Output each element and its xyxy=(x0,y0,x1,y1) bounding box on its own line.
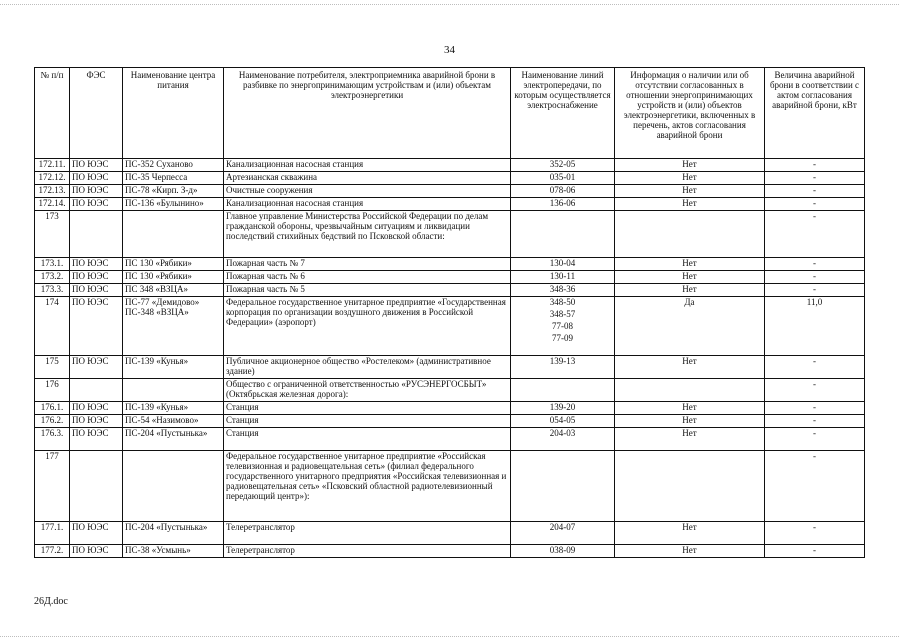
consumer-cell: Канализационная насосная станция xyxy=(224,159,511,172)
lines-cell xyxy=(511,522,615,545)
fes-cell: ПО ЮЭС xyxy=(70,297,123,356)
consumer-cell: Пожарная часть № 6 xyxy=(224,271,511,284)
power-center-cell: ПС-352 Суханово xyxy=(123,159,224,172)
consumer-table xyxy=(34,67,865,558)
fes-cell: ПО ЮЭС xyxy=(70,284,123,297)
reserve-value-cell: - xyxy=(765,451,865,522)
fes-cell: ПО ЮЭС xyxy=(70,271,123,284)
power-center-cell: ПС 130 «Рябики» xyxy=(123,271,224,284)
table-row xyxy=(35,284,865,297)
consumer-cell: Пожарная часть № 7 xyxy=(224,258,511,271)
agreement-info-cell: Нет xyxy=(615,172,765,185)
lines-cell xyxy=(511,172,615,185)
power-center-cell: ПС-35 Черпесса xyxy=(123,172,224,185)
consumer-cell: Канализационная насосная станция xyxy=(224,198,511,211)
row-number: 174 xyxy=(35,297,70,356)
lines-cell xyxy=(511,198,615,211)
fes-cell: ПО ЮЭС xyxy=(70,402,123,415)
fes-cell: ПО ЮЭС xyxy=(70,185,123,198)
lines-cell xyxy=(511,284,615,297)
table-row xyxy=(35,545,865,558)
row-number: 172.12. xyxy=(35,172,70,185)
reserve-value-cell: - xyxy=(765,379,865,402)
fes-cell: ПО ЮЭС xyxy=(70,356,123,379)
agreement-info-cell: Нет xyxy=(615,185,765,198)
lines-cell xyxy=(511,185,615,198)
row-number: 176.2. xyxy=(35,415,70,428)
column-header: Наименование центра питания xyxy=(123,68,224,159)
agreement-info-cell: Да xyxy=(615,297,765,356)
column-header: Наименование потребителя, электроприемника аварийной брони в разбивке по энергопринимающим устройствам и (или) объектам электроэнергетики xyxy=(224,68,511,159)
lines-cell xyxy=(511,159,615,172)
table-row xyxy=(35,258,865,271)
reserve-value-cell: - xyxy=(765,356,865,379)
column-header: № п/п xyxy=(35,68,70,159)
line-code: 348-36 xyxy=(549,284,576,294)
lines-cell xyxy=(511,415,615,428)
table-row xyxy=(35,402,865,415)
power-center-cell: ПС-38 «Усмынь» xyxy=(123,545,224,558)
line-code: 130-04 xyxy=(549,258,576,268)
lines-cell xyxy=(511,402,615,415)
fes-cell: ПО ЮЭС xyxy=(70,522,123,545)
reserve-value-cell: - xyxy=(765,159,865,172)
power-center-cell: ПС-204 «Пустынька» xyxy=(123,522,224,545)
agreement-info-cell: Нет xyxy=(615,284,765,297)
agreement-info-cell: Нет xyxy=(615,356,765,379)
row-number: 172.11. xyxy=(35,159,70,172)
table-row xyxy=(35,428,865,451)
line-code: 139-13 xyxy=(549,356,576,366)
power-center-cell: ПС-77 «Демидово» ПС-348 «ВЗЦА» xyxy=(123,297,224,356)
table-row xyxy=(35,198,865,211)
power-center-cell xyxy=(123,451,224,522)
line-code: 130-11 xyxy=(549,271,576,281)
row-number: 172.14. xyxy=(35,198,70,211)
column-header: Наименование линий электропередачи, по которым осуществляется электроснабжение xyxy=(511,68,615,159)
consumer-cell: Телеретранслятор xyxy=(224,545,511,558)
table-row xyxy=(35,356,865,379)
scan-border-top xyxy=(0,4,899,5)
line-code: 204-07 xyxy=(549,522,576,532)
consumer-cell: Главное управление Министерства Российской Федерации по делам гражданской обороны, чрезвычайным ситуациям и ликвидации последствий стихийных бедствий по Псковской области: xyxy=(224,211,511,258)
power-center-cell: ПС-136 «Булынино» xyxy=(123,198,224,211)
line-code: 204-03 xyxy=(549,428,576,438)
line-code: 77-09 xyxy=(552,333,573,343)
fes-cell: ПО ЮЭС xyxy=(70,172,123,185)
lines-cell xyxy=(511,428,615,451)
row-number: 173 xyxy=(35,211,70,258)
line-code: 038-09 xyxy=(549,545,576,555)
power-center-cell: ПС-139 «Кунья» xyxy=(123,356,224,379)
table-row xyxy=(35,172,865,185)
lines-cell xyxy=(511,297,615,356)
power-center-cell: ПС-54 «Назимово» xyxy=(123,415,224,428)
power-center-cell xyxy=(123,379,224,402)
row-number: 173.2. xyxy=(35,271,70,284)
reserve-value-cell: - xyxy=(765,284,865,297)
row-number: 173.1. xyxy=(35,258,70,271)
fes-cell: ПО ЮЭС xyxy=(70,428,123,451)
row-number: 177.1. xyxy=(35,522,70,545)
agreement-info-cell: Нет xyxy=(615,428,765,451)
lines-cell xyxy=(511,545,615,558)
consumer-cell: Публичное акционерное общество «Ростелеком» (административное здание) xyxy=(224,356,511,379)
lines-cell xyxy=(511,271,615,284)
agreement-info-cell xyxy=(615,379,765,402)
consumer-cell: Пожарная часть № 5 xyxy=(224,284,511,297)
table-row xyxy=(35,159,865,172)
line-code: 139-20 xyxy=(549,402,576,412)
reserve-value-cell: - xyxy=(765,211,865,258)
table-row xyxy=(35,522,865,545)
table-row xyxy=(35,271,865,284)
power-center-cell: ПС 348 «ВЗЦА» xyxy=(123,284,224,297)
table-row xyxy=(35,185,865,198)
agreement-info-cell xyxy=(615,451,765,522)
line-code: 348-57 xyxy=(549,309,576,319)
fes-cell: ПО ЮЭС xyxy=(70,159,123,172)
reserve-value-cell: 11,0 xyxy=(765,297,865,356)
consumer-cell: Федеральное государственное унитарное предприятие «Государственная корпорация по организации воздушного движения в Российской Федерации» (аэропорт) xyxy=(224,297,511,356)
footer-filename: 26Д.doc xyxy=(34,596,68,607)
column-header: ФЭС xyxy=(70,68,123,159)
agreement-info-cell: Нет xyxy=(615,402,765,415)
row-number: 176 xyxy=(35,379,70,402)
line-code: 078-06 xyxy=(549,185,576,195)
table-body xyxy=(35,159,865,558)
fes-cell xyxy=(70,211,123,258)
consumer-cell: Очистные сооружения xyxy=(224,185,511,198)
table-row xyxy=(35,211,865,258)
consumer-cell: Станция xyxy=(224,415,511,428)
lines-cell xyxy=(511,258,615,271)
consumer-cell: Общество с ограниченной ответственностью «РУСЭНЕРГОСБЫТ» (Октябрьская железная дорога): xyxy=(224,379,511,402)
agreement-info-cell: Нет xyxy=(615,415,765,428)
agreement-info-cell xyxy=(615,211,765,258)
reserve-value-cell: - xyxy=(765,185,865,198)
consumer-cell: Станция xyxy=(224,402,511,415)
lines-cell xyxy=(511,451,615,522)
agreement-info-cell: Нет xyxy=(615,522,765,545)
reserve-value-cell: - xyxy=(765,402,865,415)
fes-cell xyxy=(70,451,123,522)
line-code: 035-01 xyxy=(549,172,576,182)
table-row xyxy=(35,451,865,522)
row-number: 177 xyxy=(35,451,70,522)
power-center-cell: ПС-78 «Кирп. З-д» xyxy=(123,185,224,198)
table-row xyxy=(35,297,865,356)
fes-cell: ПО ЮЭС xyxy=(70,545,123,558)
reserve-value-cell: - xyxy=(765,271,865,284)
scan-border-bottom xyxy=(0,636,899,637)
fes-cell: ПО ЮЭС xyxy=(70,258,123,271)
lines-cell xyxy=(511,379,615,402)
agreement-info-cell: Нет xyxy=(615,258,765,271)
row-number: 177.2. xyxy=(35,545,70,558)
row-number: 172.13. xyxy=(35,185,70,198)
reserve-value-cell: - xyxy=(765,545,865,558)
agreement-info-cell: Нет xyxy=(615,159,765,172)
power-center-cell: ПС-139 «Кунья» xyxy=(123,402,224,415)
line-code: 136-06 xyxy=(549,198,576,208)
page-number: 34 xyxy=(444,44,455,56)
fes-cell xyxy=(70,379,123,402)
row-number: 175 xyxy=(35,356,70,379)
line-code: 054-05 xyxy=(549,415,576,425)
agreement-info-cell: Нет xyxy=(615,545,765,558)
table-header-row xyxy=(35,68,865,159)
consumer-cell: Артезианская скважина xyxy=(224,172,511,185)
column-header: Информация о наличии или об отсутствии согласованных в отношении энергопринимающих устройств и (или) объектов электроэнергетики, включенных в перечень, актов согласования аварийной брони xyxy=(615,68,765,159)
reserve-value-cell: - xyxy=(765,428,865,451)
table-row xyxy=(35,379,865,402)
row-number: 176.3. xyxy=(35,428,70,451)
reserve-value-cell: - xyxy=(765,258,865,271)
reserve-value-cell: - xyxy=(765,522,865,545)
line-code: 352-05 xyxy=(549,159,576,169)
power-center-cell xyxy=(123,211,224,258)
agreement-info-cell: Нет xyxy=(615,271,765,284)
table-row xyxy=(35,415,865,428)
fes-cell: ПО ЮЭС xyxy=(70,198,123,211)
line-code: 348-50 xyxy=(549,297,576,307)
lines-cell xyxy=(511,211,615,258)
power-center-cell: ПС-204 «Пустынька» xyxy=(123,428,224,451)
line-code: 77-08 xyxy=(552,321,573,331)
column-header: Величина аварийной брони в соответствии с актом согласования аварийной брони, кВт xyxy=(765,68,865,159)
power-center-cell: ПС 130 «Рябики» xyxy=(123,258,224,271)
reserve-value-cell: - xyxy=(765,172,865,185)
consumer-cell: Телеретранслятор xyxy=(224,522,511,545)
row-number: 173.3. xyxy=(35,284,70,297)
consumer-cell: Станция xyxy=(224,428,511,451)
consumer-cell: Федеральное государственное унитарное предприятие «Российская телевизионная и радиовещательная сеть» (филиал федерального государственного унитарного предприятия «Российская телевизионная и радиовещательная сеть» «Псковский областной радиотелевизионный передающий центр»): xyxy=(224,451,511,522)
lines-cell xyxy=(511,356,615,379)
fes-cell: ПО ЮЭС xyxy=(70,415,123,428)
reserve-value-cell: - xyxy=(765,198,865,211)
reserve-value-cell: - xyxy=(765,415,865,428)
agreement-info-cell: Нет xyxy=(615,198,765,211)
row-number: 176.1. xyxy=(35,402,70,415)
